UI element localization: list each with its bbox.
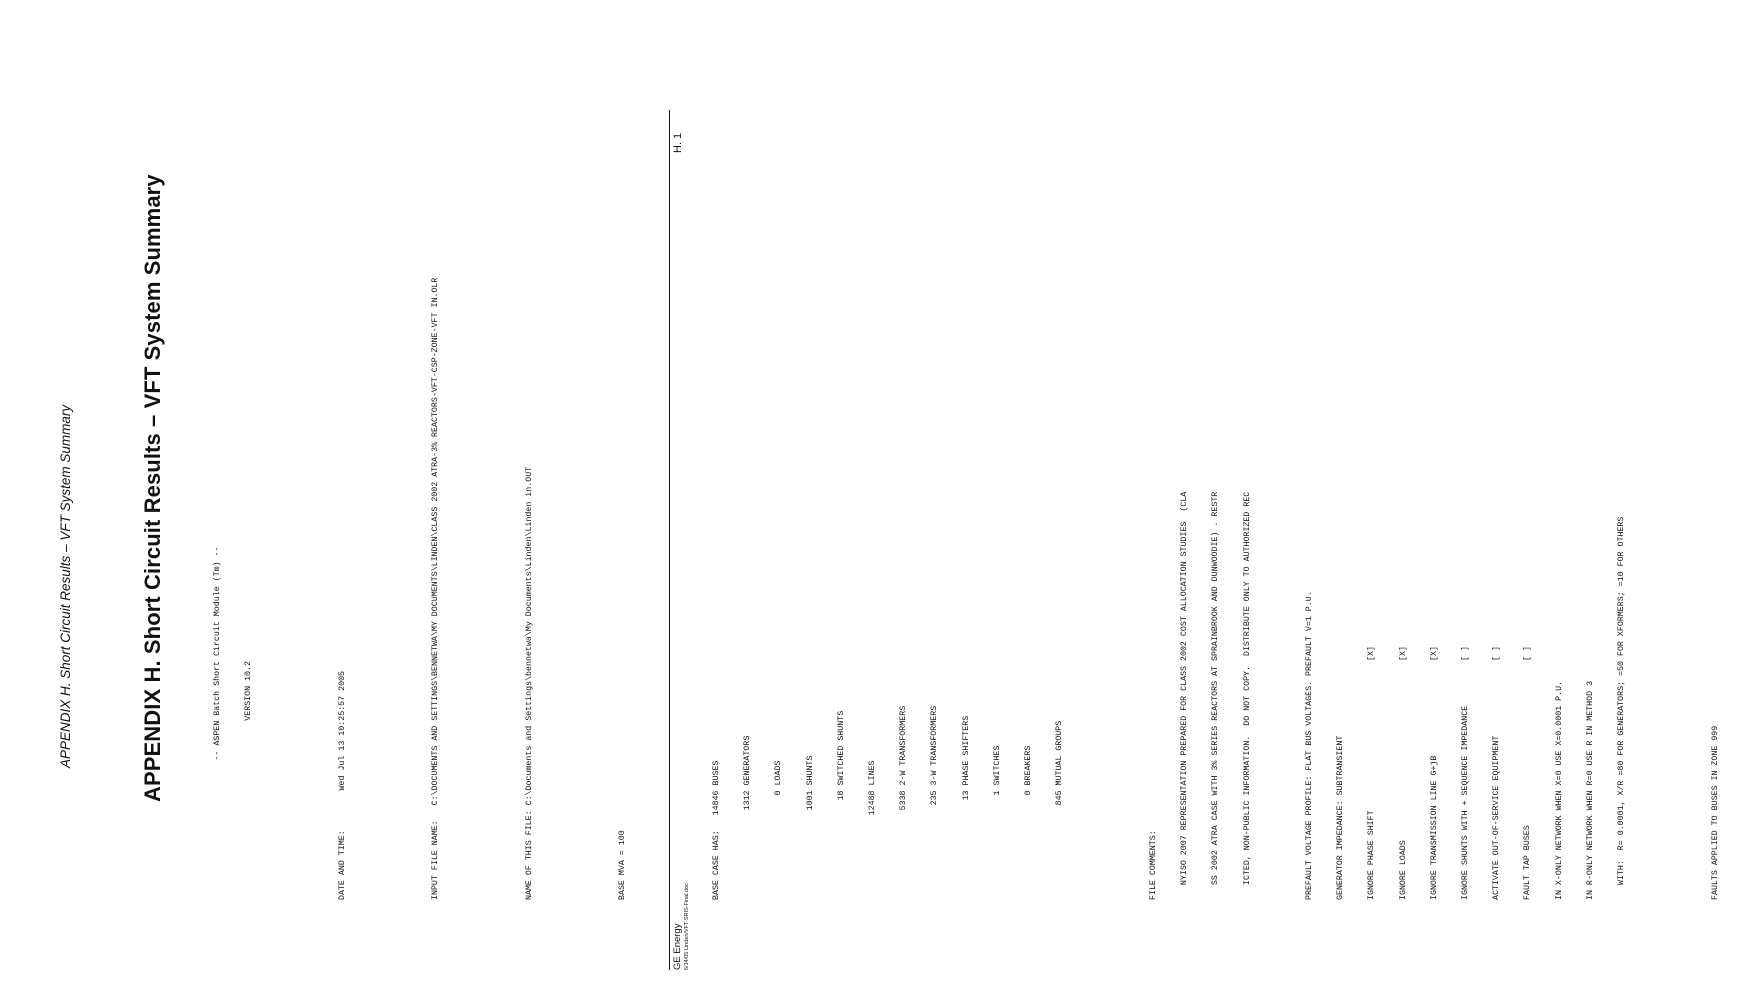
base-case-line: 0 LOADS xyxy=(774,760,784,900)
file-comments-line: NYISO 2007 REPRESENTATION PREPARED FOR CLASS 2002 COST ALLOCATION STUDIES (CLA xyxy=(1180,491,1190,900)
file-comments-line: ICTED, NON-PUBLIC INFORMATION. DO NOT COPY. DISTRIBUTE ONLY TO AUTHORIZED REC xyxy=(1242,491,1252,900)
setting-line: IGNORE TRANSMISSION LINE G+jB [X] xyxy=(1429,646,1439,900)
setting-line: WITH: R= 0.0001, X/R =80 FOR GENERATORS; =50 FOR XFORMERS; =10 FOR OTHERS xyxy=(1616,516,1626,900)
base-case-line: 235 3-W TRANSFORMERS xyxy=(930,705,940,900)
setting-line: IGNORE SHUNTS WITH + SEQUENCE IMPEDANCE [ ] xyxy=(1460,646,1470,900)
base-case-line: 0 BREAKERS xyxy=(1024,745,1034,900)
base-case-line: 1312 GENERATORS xyxy=(743,735,753,900)
file-comments-line: FILE COMMENTS: xyxy=(1148,830,1158,900)
base-case-line: BASE CASE HAS: 14846 BUSES xyxy=(712,760,722,900)
setting-line: ACTIVATE OUT-OF-SERVICE EQUIPMENT [ ] xyxy=(1492,646,1502,900)
report-version: VERSION 10.2 xyxy=(244,661,254,721)
setting-line: GENERATOR IMPEDANCE: SUBTRANSIENT xyxy=(1336,735,1346,900)
footer-filename: 6/14/05 Linden/VFT-SRIS-Final.doc xyxy=(684,883,690,970)
base-case-line: 18 SWITCHED SHUNTS xyxy=(836,710,846,900)
short-circuit-report xyxy=(192,278,1742,900)
report-banner: -- ASPEN Batch Short Circuit Module (Tm) -- xyxy=(212,546,222,761)
output-file-line: NAME OF THIS FILE: C:\Documents and Settings\bennetwa\My Documents\Linden\Linden in.OUT xyxy=(524,466,534,900)
base-case-line: 5338 2-W TRANSFORMERS xyxy=(899,705,909,900)
footer-company: GE Energy xyxy=(672,923,683,970)
page-title: APPENDIX H. Short Circuit Results – VFT System Summary xyxy=(140,174,165,802)
faults-applied-line: FAULTS APPLIED TO BUSES IN ZONE 999 xyxy=(1710,725,1720,900)
base-case-line: 1001 SHUNTS xyxy=(805,755,815,900)
date-time-line: DATE AND TIME: Wed Jul 13 10:25:57 2005 xyxy=(337,670,347,900)
setting-line: PREFAULT VOLTAGE PROFILE: FLAT BUS VOLTAGES. PREFAULT V=1 P.U. xyxy=(1304,591,1314,900)
base-case-line: 12488 LINES xyxy=(868,760,878,900)
running-header: APPENDIX H. Short Circuit Results – VFT System Summary xyxy=(58,404,73,768)
setting-line: FAULT TAP BUSES [ ] xyxy=(1523,646,1533,900)
base-case-line: 1 SWITCHES xyxy=(992,745,1002,900)
page-number: H. 1 xyxy=(672,132,684,153)
base-mva-line: BASE MVA = 100 xyxy=(618,830,628,900)
file-comments-line: SS 2002 ATRA CASE WITH 3% SERIES REACTORS AT SPRAINBROOK AND DUNWOODIE) . RESTR xyxy=(1211,491,1221,900)
input-file-line: INPUT FILE NAME: C:\DOCUMENTS AND SETTINGS\BENNETWA\MY DOCUMENTS\LINDEN\CLASS 2002 ATRA-3% REACTORS-VFT-CSP-ZONE-VFT IN.OLR xyxy=(431,277,441,900)
base-case-line: 13 PHASE SHIFTERS xyxy=(961,715,971,900)
setting-line: IGNORE PHASE SHIFT [X] xyxy=(1367,646,1377,900)
setting-line: IN X-ONLY NETWORK WHEN X=0 USE X=0.0001 P.U. xyxy=(1554,680,1564,900)
base-case-line: 845 MUTUAL GROUPS xyxy=(1055,720,1065,900)
footer-divider xyxy=(669,110,670,970)
setting-line: IN R-ONLY NETWORK WHEN R=0 USE R IN METHOD 3 xyxy=(1585,680,1595,900)
setting-line: IGNORE LOADS [X] xyxy=(1398,646,1408,900)
